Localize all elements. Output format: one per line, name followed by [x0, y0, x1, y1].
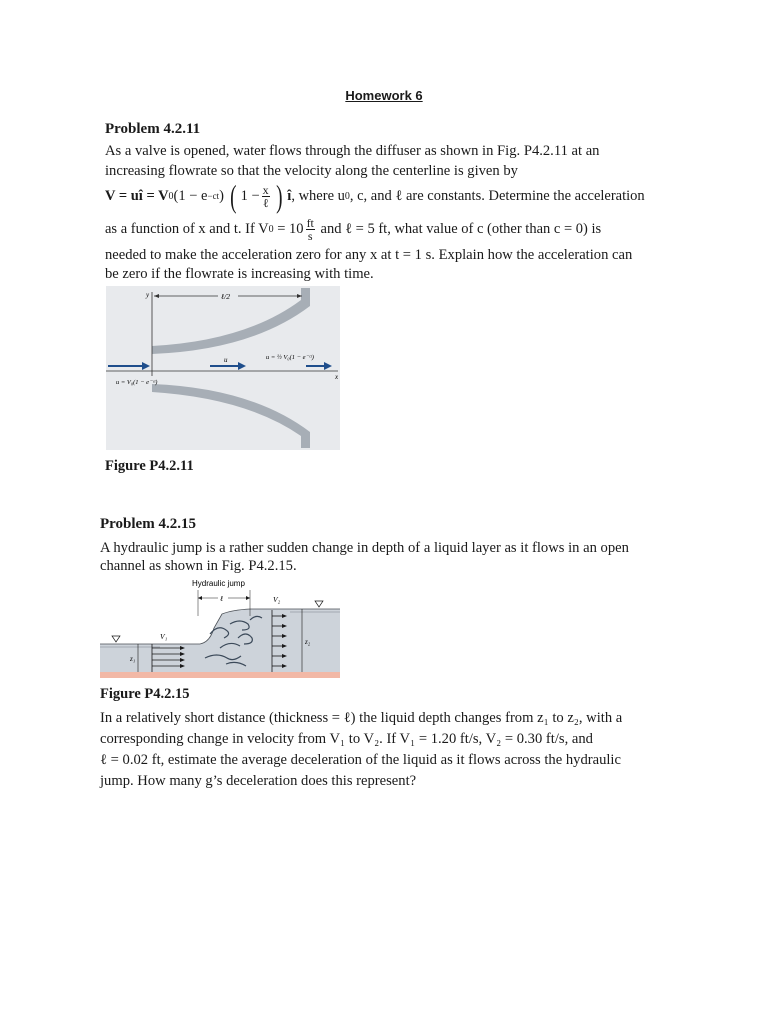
problem-text-line: needed to make the acceleration zero for any x at t = 1 s. Explain how the acceleration can: [105, 247, 633, 263]
figure-caption: Figure P4.2.15: [100, 686, 190, 702]
equation-one-minus: 1 −: [240, 187, 260, 204]
hydraulic-jump-figure: [100, 576, 340, 680]
velocity-equation: [105, 176, 645, 216]
line4-text-b: = 10: [273, 220, 304, 237]
z2-label: z₂: [305, 638, 311, 646]
fraction-numerator: x: [262, 182, 269, 197]
figure-background: [106, 286, 340, 450]
equation-paren: (1 − e: [173, 187, 208, 204]
inlet-velocity-label: u = V₀(1 − e⁻ᶜᵗ): [116, 379, 158, 386]
problem-text-line: corresponding change in velocity from V₁ to V₂. If V₁ = 1.20 ft/s, V₂ = 0.30 ft/s, and: [100, 731, 593, 747]
equation-open-brace: (: [230, 177, 237, 214]
problem-text-line: be zero if the flowrate is increasing with time.: [105, 266, 374, 282]
half-length-label: ℓ/2: [221, 292, 230, 301]
units-fraction: [306, 217, 315, 242]
problem-heading: Problem 4.2.11: [105, 121, 201, 137]
figure-caption: Figure P4.2.11: [105, 458, 194, 474]
line4-subscript: 0: [268, 223, 274, 235]
units-denominator: s: [307, 228, 313, 243]
problem-heading: Problem 4.2.15: [100, 516, 196, 532]
hydraulic-jump-label: Hydraulic jump: [192, 579, 245, 588]
units-numerator: ft: [306, 215, 314, 230]
diffuser-figure: [106, 286, 340, 450]
x-axis-label: x: [335, 373, 339, 381]
problem-text-line: channel as shown in Fig. P4.2.15.: [100, 558, 297, 574]
problem-text-line: increasing flowrate so that the velocity along the centerline is given by: [105, 163, 518, 179]
z1-label: z₁: [130, 655, 136, 663]
problem-text-line: ℓ = 0.02 ft, estimate the average deceleration of the liquid as it flows across the hydraulic: [100, 752, 621, 768]
problem-text-line: In a relatively short distance (thickness = ℓ) the liquid depth changes from z₁ to z₂, with a: [100, 710, 623, 726]
problem-text-line: As a valve is opened, water flows through the diffuser as shown in Fig. P4.2.11 at an: [105, 143, 600, 159]
equation-unit-vector: î: [287, 187, 292, 204]
equation-subscript: 0: [168, 190, 174, 202]
equation-exponent: −ct: [207, 191, 220, 201]
outlet-velocity-label: u = ½ V₀(1 − e⁻ᶜᵗ): [266, 354, 314, 361]
problem-text-line: A hydraulic jump is a rather sudden change in depth of a liquid layer as it flows in an open: [100, 540, 629, 556]
v1-label: V₁: [160, 632, 168, 641]
equation-rest-subscript: 0: [344, 190, 350, 202]
v2-label: V₂: [273, 595, 281, 604]
mid-velocity-label: u: [224, 356, 228, 364]
line4-text-a: as a function of x and t. If V: [105, 220, 269, 237]
problem-text-line: jump. How many g’s deceleration does this represent?: [100, 773, 417, 789]
problem-text-line: [105, 214, 601, 244]
line4-text-c: and ℓ = 5 ft, what value of c (other than c = 0) is: [316, 220, 602, 237]
page-title: Homework 6: [345, 88, 423, 103]
equation-close: ): [219, 187, 224, 204]
fraction-denominator: ℓ: [262, 195, 269, 210]
jump-length-label: ℓ: [220, 594, 224, 603]
channel-bed: [100, 672, 340, 678]
equation-rest-2: , c, and ℓ are constants. Determine the acceleration: [349, 187, 645, 204]
equation-fraction: [262, 184, 270, 209]
equation-rest: , where u: [291, 187, 345, 204]
equation-lhs: V = uî = V: [105, 187, 169, 204]
equation-close-brace: ): [275, 177, 283, 214]
y-axis-label: y: [146, 291, 150, 299]
